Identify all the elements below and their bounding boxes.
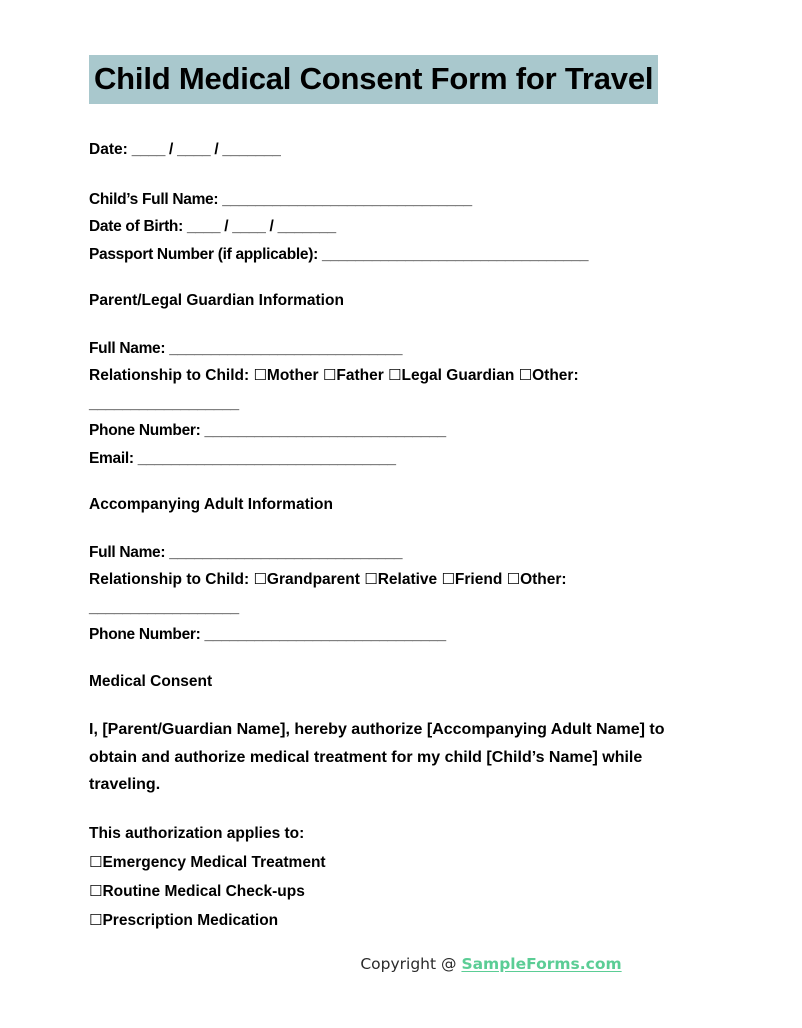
medical-consent-body: I, [Parent/Guardian Name], hereby authorize [Accompanying Adult Name] to obtain and authorize medical treatment for my child [Child’s Name] while traveling. [89, 721, 665, 793]
accompanying-section-heading: Accompanying Adult Information [89, 496, 333, 513]
accompanying-phone-number-line: Phone Number: _____________________________ [89, 626, 446, 643]
checkbox-other-icon[interactable]: ☐ [518, 366, 533, 384]
copyright-text [360, 955, 621, 973]
document-body [89, 63, 713, 935]
parent-relationship-line [89, 362, 713, 390]
medical-consent-heading: Medical Consent [89, 672, 213, 690]
checkbox-grandparent-icon[interactable]: ☐ [253, 570, 267, 588]
parent-relationship-option-father: Father [336, 367, 384, 384]
accompanying-full-name-line: Full Name: ____________________________ [89, 543, 403, 561]
authorization-item-emergency-label: Emergency Medical Treatment [102, 853, 326, 871]
authorization-item-prescription [89, 906, 713, 935]
checkbox-routine-medical-checkups-icon[interactable]: ☐ [89, 881, 103, 900]
sampleforms-link[interactable]: SampleForms.com [461, 955, 622, 973]
parent-phone-number-line: Phone Number: _____________________________ [89, 422, 446, 439]
authorization-item-routine-label: Routine Medical Check-ups [102, 882, 305, 900]
authorization-item-prescription-label: Prescription Medication [102, 911, 279, 929]
spacer [89, 695, 713, 716]
accompanying-other-blank-line: __________________ [89, 598, 239, 616]
parent-relationship-option-other: Other: [532, 367, 579, 384]
copyright-label: Copyright @ [360, 955, 462, 973]
parent-relationship-label: Relationship to Child: [89, 367, 250, 384]
accompanying-relationship-line [89, 566, 713, 594]
page-title-highlight: Child Medical Consent Form for Travel [89, 55, 658, 104]
checkbox-friend-icon[interactable]: ☐ [441, 570, 455, 588]
parent-section-heading: Parent/Legal Guardian Information [89, 292, 344, 309]
spacer [89, 799, 713, 820]
checkbox-accompanying-other-icon[interactable]: ☐ [506, 570, 521, 588]
spacer [89, 649, 713, 668]
authorization-applies-label: This authorization applies to: [89, 824, 305, 842]
parent-email-line: Email: _______________________________ [89, 449, 396, 467]
accompanying-relationship-option-friend: Friend [454, 571, 503, 588]
parent-relationship-option-legal-guardian: Legal Guardian [401, 367, 515, 384]
accompanying-relationship-option-relative: Relative [377, 571, 438, 588]
checkbox-prescription-medication-icon[interactable]: ☐ [89, 910, 103, 929]
spacer [89, 519, 713, 539]
date-label: Date: [89, 141, 128, 158]
authorization-item-emergency [89, 848, 713, 877]
checkbox-relative-icon[interactable]: ☐ [364, 570, 378, 588]
spacer [89, 164, 713, 186]
checkbox-father-icon[interactable]: ☐ [322, 366, 337, 384]
checkbox-mother-icon[interactable]: ☐ [253, 366, 267, 384]
accompanying-relationship-label: Relationship to Child: [89, 571, 250, 588]
spacer [89, 315, 713, 335]
accompanying-relationship-option-grandparent: Grandparent [266, 571, 360, 588]
date-line [89, 136, 713, 164]
checkbox-emergency-medical-treatment-icon[interactable]: ☐ [89, 852, 103, 871]
spacer [89, 268, 713, 287]
page-title [89, 63, 713, 94]
accompanying-relationship-option-other: Other: [520, 571, 567, 588]
child-date-of-birth-line: Date of Birth: ____ / ____ / _______ [89, 218, 336, 235]
spacer [89, 472, 713, 491]
checkbox-legal-guardian-icon[interactable]: ☐ [388, 366, 402, 384]
parent-relationship-option-mother: Mother [266, 367, 319, 384]
authorization-item-routine [89, 877, 713, 906]
date-blank: ____ / ____ / _______ [127, 141, 281, 158]
child-full-name-line: Child’s Full Name: ______________________________ [89, 190, 472, 208]
footer [0, 955, 802, 974]
parent-other-blank-line: __________________ [89, 394, 239, 412]
parent-full-name-line: Full Name: ____________________________ [89, 339, 403, 357]
child-passport-number-line: Passport Number (if applicable): ________________________________ [89, 245, 589, 263]
